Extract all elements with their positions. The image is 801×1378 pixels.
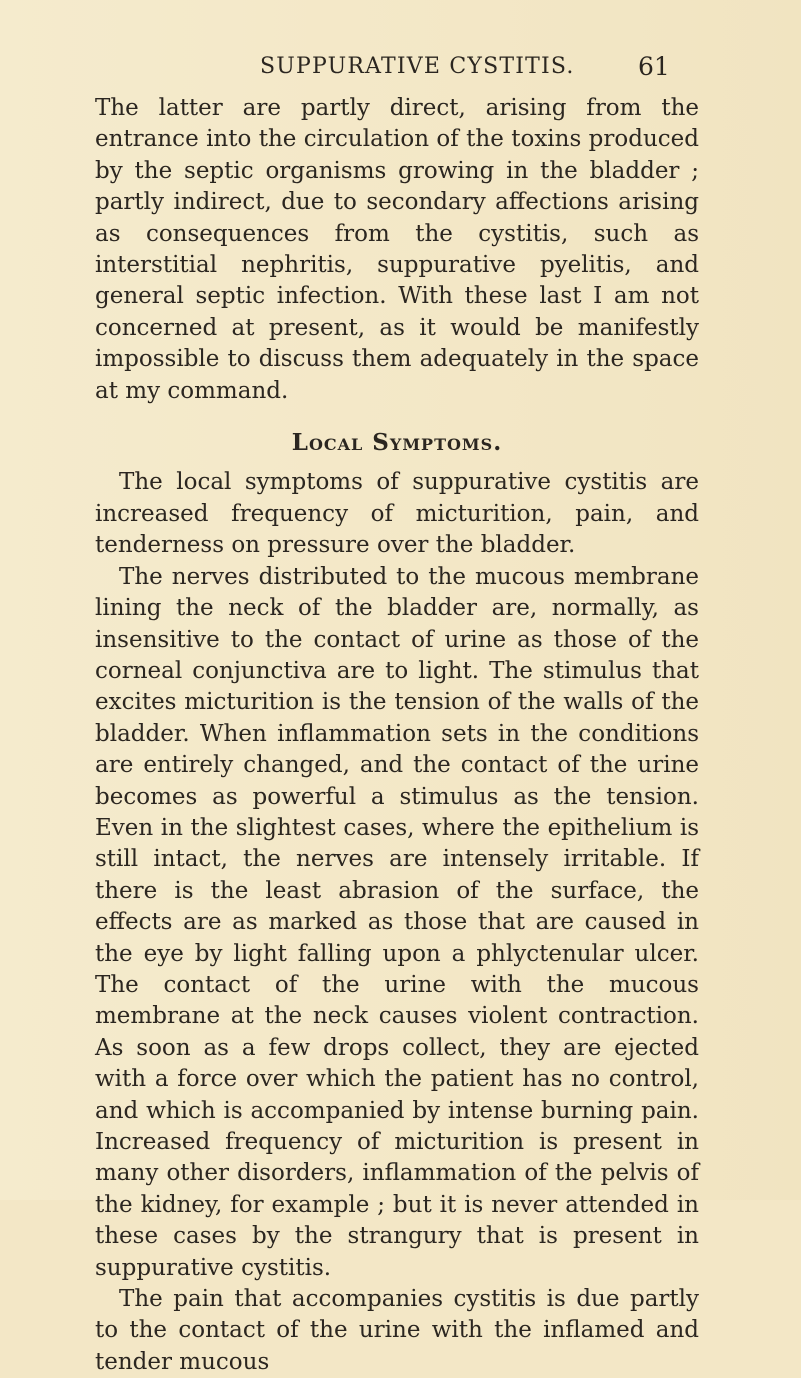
paragraph-continuation: The latter are partly direct, arising from the entrance into the circulation of the toxins produced by the septic organisms growing in the bladder ; partly indirect, due to secondary affections arising as consequences from the cystitis, such as interstitial nephritis, suppurative pyelitis, and general septic infection. With these last I am not concerned at present, as it would be manifestly impossible to discuss them adequately in the space at my command. [95, 95, 699, 404]
section-heading: Local Symptoms. [291, 429, 503, 457]
paragraph-local-symptoms: The local symptoms of suppurative cystitis are increased frequency of micturition, pain, and tenderness on pressure over the bladder. [95, 469, 699, 559]
page-number: 61 [638, 52, 670, 81]
running-header [0, 51, 801, 83]
body-text [95, 93, 699, 1378]
paragraph-nerves: The nerves distributed to the mucous membrane lining the neck of the bladder are, normally, as insensitive to the contact of urine as those of the corneal conjunctiva are to light. The stimulus that excites micturition is the tension of the walls of the bladder. When inflammation sets in the conditions are entirely changed, and the contact of the urine becomes as powerful a stimulus as the tension. Even in the slightest cases, where the epithelium is still intact, the nerves are intensely irritable. If there is the least abrasion of the surface, the effects are as marked as those that are caused in the eye by light falling upon a phlyctenular ulcer. The contact of the urine with the mucous membrane at the neck causes violent contraction. As soon as a few drops collect, they are ejected with a force over which the patient has no control, and which is accompanied by intense burning pain. Increased frequency of micturition is present in many other disorders, inflammation of the pelvis of the kidney, for example ; but it is never attended in these cases by the strangury that is present in suppurative cystitis. [95, 563, 699, 1281]
running-title: SUPPURATIVE CYSTITIS. [260, 54, 575, 79]
paragraph-pain: The pain that accompanies cystitis is due partly to the contact of the urine with the inflamed and tender mucous [95, 1286, 699, 1375]
